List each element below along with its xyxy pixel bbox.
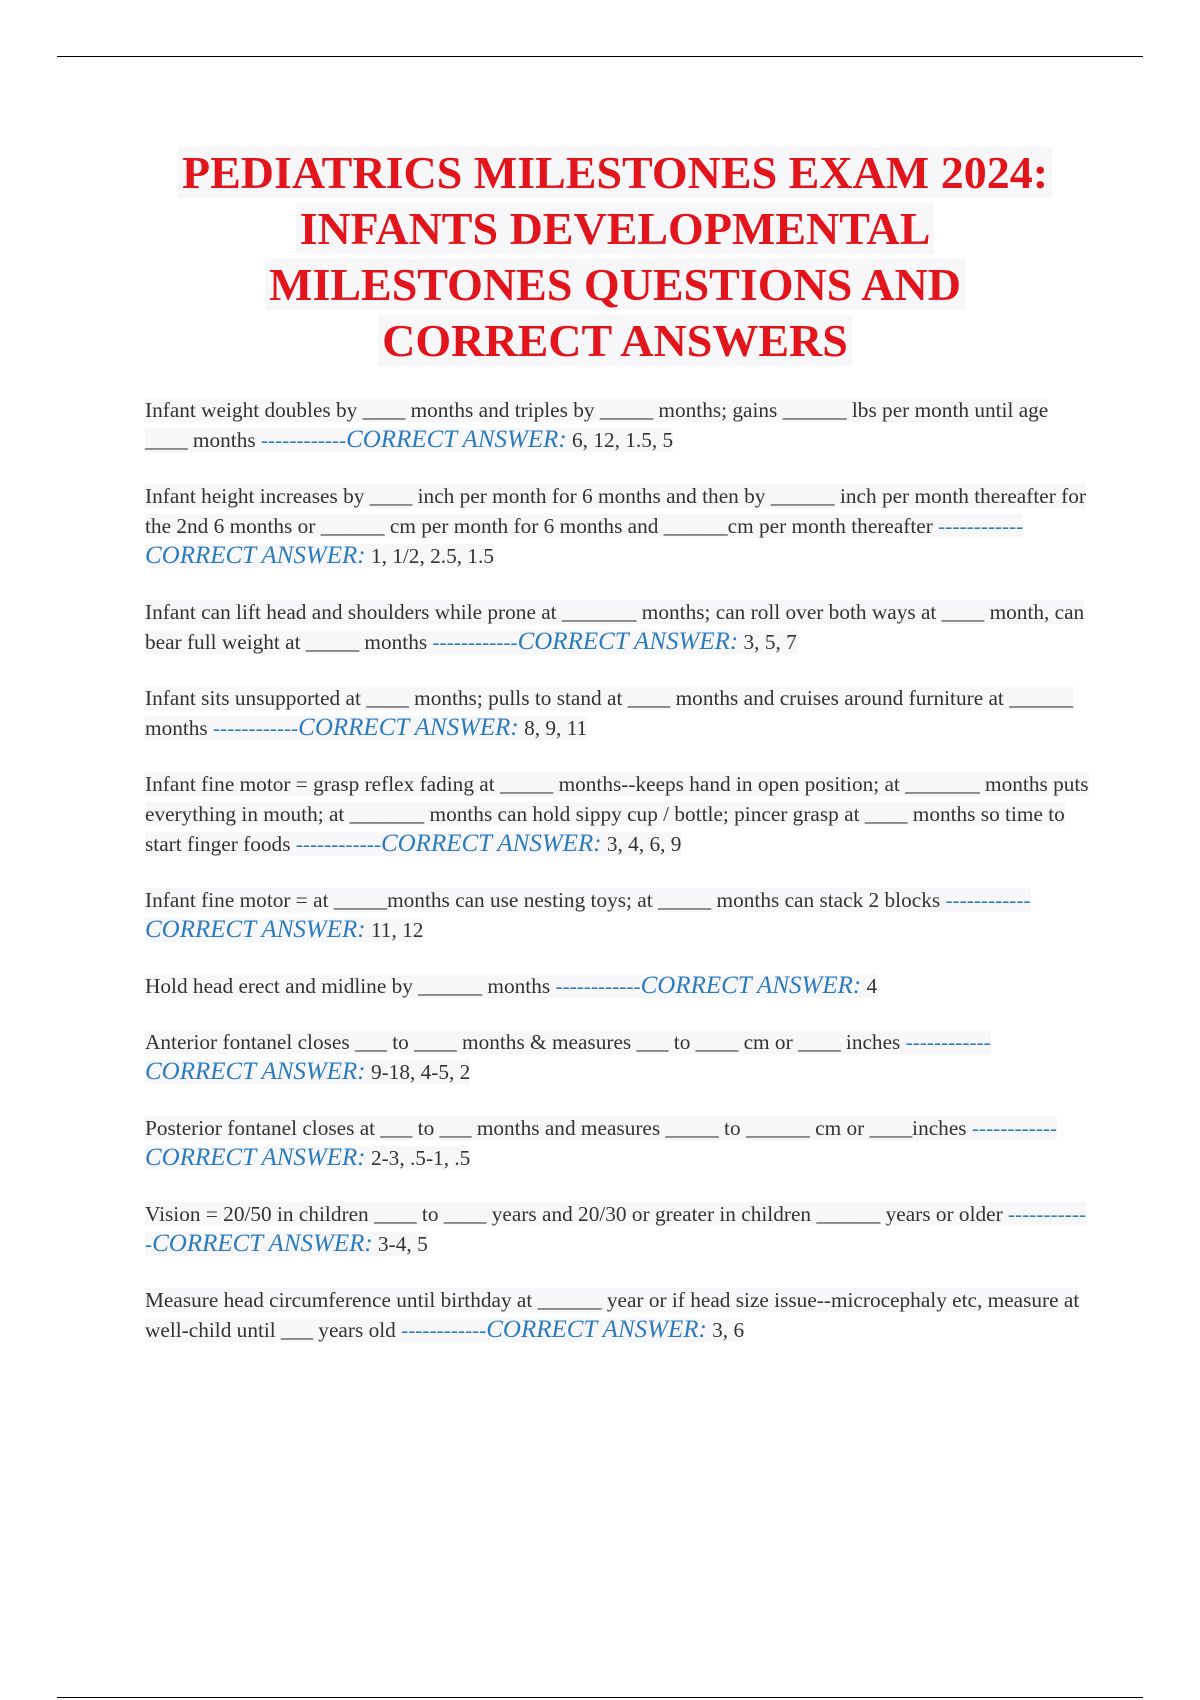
answer-dashes: ------------: [905, 1030, 991, 1054]
answer-label: CORRECT ANSWER:: [145, 1144, 366, 1171]
answer-label: CORRECT ANSWER:: [145, 542, 366, 569]
qa-item-1: [145, 395, 1090, 455]
title-line-1: PEDIATRICS MILESTONES EXAM 2024:: [178, 147, 1052, 198]
answer-label: CORRECT ANSWER:: [517, 628, 739, 655]
question-text: Infant can lift head and shoulders while prone at _______ months; can roll over both ways at ____ month, can bear full weight at _____ months: [145, 600, 1085, 654]
question-text: Posterior fontanel closes at ___ to ___ months and measures _____ to ______ cm or ____inches: [145, 1116, 967, 1140]
answer-text: 11, 12: [370, 918, 424, 942]
answer-dashes: ------------: [260, 428, 347, 452]
answer-text: 3-4, 5: [378, 1232, 428, 1256]
qa-item-5: [145, 769, 1090, 859]
question-text: Anterior fontanel closes ___ to ____ months & measures ___ to ____ cm or ____ inches: [145, 1030, 901, 1054]
answer-dashes: ------------: [401, 1318, 487, 1342]
answer-dashes: ------------: [295, 832, 381, 856]
answer-text: 3, 6: [712, 1318, 745, 1342]
title-line-4: CORRECT ANSWERS: [378, 315, 852, 366]
bottom-rule: [57, 1697, 1143, 1698]
qa-item-6: [145, 885, 1090, 945]
qa-item-4: [145, 683, 1090, 743]
question-text: Infant weight doubles by ____ months and triples by _____ months; gains ______ lbs per month until age ____ months: [145, 398, 1049, 452]
answer-dashes: ------------: [213, 716, 299, 740]
question-text: Infant sits unsupported at ____ months; pulls to stand at ____ months and cruises around furniture at ______ months: [145, 686, 1074, 740]
answer-text: 3, 4, 6, 9: [606, 832, 682, 856]
qa-item-8: [145, 1027, 1090, 1087]
answer-dashes: ------------: [555, 974, 641, 998]
qa-item-2: [145, 481, 1090, 571]
answer-dashes: ------------: [938, 514, 1024, 538]
page-title: [130, 145, 1100, 369]
qa-item-3: [145, 597, 1090, 657]
answer-label: CORRECT ANSWER:: [346, 426, 567, 453]
answer-dashes: ------------: [945, 888, 1031, 912]
question-text: Infant fine motor = grasp reflex fading at _____ months--keeps hand in open position; at _______ months puts everything in mouth; at _______ months can hold sippy cup / bottle; pincer grasp at ____ months so time to start finger foods: [145, 772, 1089, 856]
qa-item-9: [145, 1113, 1090, 1173]
answer-dashes: ------------: [145, 1202, 1087, 1256]
answer-dashes: ------------: [971, 1116, 1058, 1140]
answer-label: CORRECT ANSWER:: [145, 1058, 366, 1085]
answer-text: 1, 1/2, 2.5, 1.5: [370, 544, 494, 568]
question-text: Vision = 20/50 in children ____ to ____ years and 20/30 or greater in children ______ years or older: [145, 1202, 1003, 1226]
answer-label: CORRECT ANSWER:: [298, 714, 519, 741]
answer-text: 8, 9, 11: [524, 716, 588, 740]
answer-label: CORRECT ANSWER:: [145, 916, 366, 943]
title-line-3: MILESTONES QUESTIONS AND: [265, 259, 965, 310]
question-text: Measure head circumference until birthday at ______ year or if head size issue--microcephaly etc, measure at well-child until ___ years old: [145, 1288, 1080, 1342]
title-line-2: INFANTS DEVELOPMENTAL: [296, 203, 935, 254]
answer-label: CORRECT ANSWER:: [486, 1316, 707, 1343]
qa-list: [145, 395, 1090, 1345]
answer-text: 4: [866, 974, 878, 998]
answer-label: CORRECT ANSWER:: [152, 1230, 373, 1257]
answer-dashes: ------------: [432, 630, 518, 654]
qa-item-10: [145, 1199, 1090, 1259]
question-text: Hold head erect and midline by ______ months: [145, 974, 551, 998]
question-text: Infant height increases by ____ inch per month for 6 months and then by ______ inch per month thereafter for the 2nd 6 months or ______ cm per month for 6 months and ______cm per month thereafter: [145, 484, 1086, 538]
answer-label: CORRECT ANSWER:: [640, 972, 862, 999]
qa-item-7: [145, 971, 1090, 1001]
answer-text: 6, 12, 1.5, 5: [572, 428, 674, 452]
answer-text: 9-18, 4-5, 2: [370, 1060, 471, 1084]
question-text: Infant fine motor = at _____months can use nesting toys; at _____ months can stack 2 blocks: [145, 888, 941, 912]
qa-item-11: [145, 1285, 1090, 1345]
answer-text: 3, 5, 7: [743, 630, 797, 654]
answer-text: 2-3, .5-1, .5: [370, 1146, 471, 1170]
answer-label: CORRECT ANSWER:: [380, 830, 602, 857]
top-rule: [57, 56, 1143, 57]
